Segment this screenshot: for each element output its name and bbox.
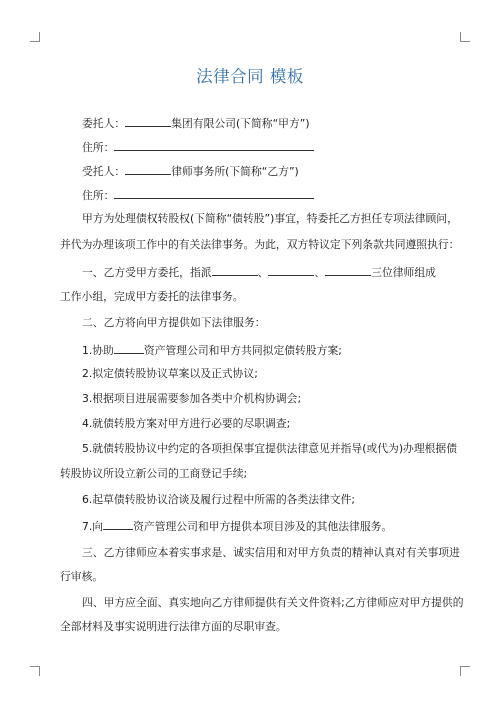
service-1-blank[interactable] [114,342,144,354]
client-address-label: 住所： [82,141,115,154]
service-1-prefix: 1.协助 [82,344,114,357]
agent-address-line [82,187,314,203]
clause-3-line-2: 行审核。 [60,570,104,583]
lawyer-1-blank[interactable] [212,264,258,276]
document-title: 法律合同 模板 [196,67,304,86]
client-suffix: 集团有限公司(下简称“甲方”) [171,117,310,130]
service-item-7 [82,518,392,534]
service-1-suffix: 资产管理公司和甲方共同拟定债转股方案; [143,344,342,357]
page-corner-mark-bottom-right [460,666,470,676]
client-address-blank[interactable] [114,139,314,151]
client-line [82,115,310,131]
clause-4-line-2: 全部材料及事实说明进行法律方面的尽职审查。 [60,620,287,633]
client-label: 委托人： [82,117,126,130]
service-7-suffix: 资产管理公司和甲方提供本项目涉及的其他法律服务。 [133,520,393,533]
clause-1-line-2: 工作小组，完成甲方委托的法律事务。 [60,290,244,303]
agent-name-blank[interactable] [125,163,171,175]
service-7-blank[interactable] [103,518,133,530]
clause-1-line-1 [82,264,436,280]
service-item-5-line-1: 5.就债转股协议中约定的各项担保事宜提供法律意见并指导(或代为)办理根据债 [82,442,458,455]
client-name-blank[interactable] [125,115,171,127]
agent-address-blank[interactable] [114,187,314,199]
service-7-prefix: 7.向 [82,520,104,533]
service-item-4: 4.就债转股方案对甲方进行必要的尽职调查; [82,417,291,430]
page-corner-mark-top-left [30,32,40,42]
agent-address-label: 住所： [82,189,115,202]
lawyer-3-blank[interactable] [325,264,371,276]
lawyer-2-blank[interactable] [268,264,314,276]
intro-line-2: 并代为办理该项工作中的有关法律事务。为此，双方特议定下列条款共同遵照执行： [60,238,460,251]
intro-line-1: 甲方为处理债权转股权(下简称“债转股”)事宜，特委托乙方担任专项法律顾问， [82,212,458,225]
page-corner-mark-bottom-left [30,666,40,676]
page-corner-mark-top-right [460,32,470,42]
clause-3-line-1: 三、乙方律师应本着实事求是、诚实信用和对甲方负责的精神认真对有关事项进 [82,546,460,559]
clause-1-separator-1: 、 [257,266,269,279]
clause-4-line-1: 四、甲方应全面、真实地向乙方律师提供有关文件资料;乙方律师应对甲方提供的 [82,596,464,609]
clause-1-separator-2: 、 [314,266,326,279]
service-item-2: 2.拟定债转股协议草案以及正式协议; [82,367,258,380]
clause-1-text-end: 三位律师组成 [371,266,436,279]
clause-1-text: 一、乙方受甲方委托，指派 [82,266,212,279]
agent-line [82,163,299,179]
service-item-5-line-2: 转股协议所设立新公司的工商登记手续; [60,467,248,480]
service-item-1 [82,342,342,358]
client-address-line [82,139,314,155]
service-item-3: 3.根据项目进展需要参加各类中介机构协调会; [82,392,302,405]
agent-suffix: 律师事务所(下简称“乙方”) [171,165,299,178]
clause-2-heading: 二、乙方将向甲方提供如下法律服务： [82,316,266,329]
agent-label: 受托人： [82,165,126,178]
service-item-6: 6.起草债转股协议洽谈及履行过程中所需的各类法律文件; [82,493,356,506]
